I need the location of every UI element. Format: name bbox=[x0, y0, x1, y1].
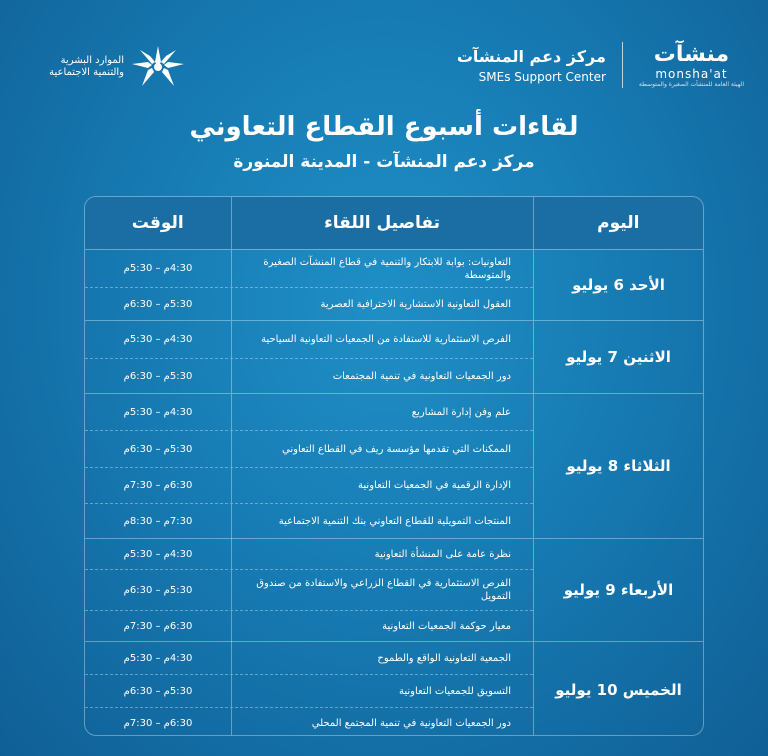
poster bbox=[8, 8, 760, 748]
day-group bbox=[85, 320, 703, 393]
table-row bbox=[85, 394, 533, 430]
session-time: 6:30م – 7:30م bbox=[123, 718, 193, 729]
day-cell: الاثنين 7 يوليو bbox=[533, 321, 703, 393]
day-group bbox=[85, 393, 703, 538]
day-cell: الأربعاء 9 يوليو bbox=[533, 539, 703, 641]
session-title: نظرة عامة على المنشأة التعاونية bbox=[231, 539, 533, 569]
day-cell: الخميس 10 يوليو bbox=[533, 642, 703, 736]
ministry-star-icon bbox=[130, 44, 186, 90]
session-time: 4:30م – 5:30م bbox=[123, 263, 193, 274]
header-divider bbox=[622, 42, 623, 88]
day-group bbox=[85, 641, 703, 736]
table-row bbox=[85, 503, 533, 539]
session-title: الجمعية التعاونية الواقع والطموح bbox=[231, 642, 533, 674]
table-row bbox=[85, 610, 533, 642]
table-row bbox=[85, 707, 533, 736]
center-name-en: SMEs Support Center bbox=[478, 69, 606, 84]
header-bar bbox=[28, 30, 748, 100]
monshaat-branding bbox=[457, 42, 744, 88]
session-time: 5:30م – 6:30م bbox=[123, 370, 193, 382]
header-day: اليوم bbox=[533, 197, 703, 249]
page-title: لقاءات أسبوع القطاع التعاوني bbox=[189, 112, 579, 142]
session-title: معيار حوكمة الجمعيات التعاونية bbox=[231, 611, 533, 642]
session-time: 4:30م – 5:30م bbox=[123, 548, 193, 560]
monshaat-logo bbox=[639, 43, 744, 88]
session-title: المنتجات التمويلية للقطاع التعاوني بنك التنمية الاجتماعية bbox=[231, 504, 533, 539]
session-time: 4:30م – 5:30م bbox=[123, 406, 193, 418]
session-title: العقول التعاونية الاستشارية الاحترافية العصرية bbox=[231, 288, 533, 320]
table-row bbox=[85, 642, 533, 674]
table-row bbox=[85, 287, 533, 320]
session-title: دور الجمعيات التعاونية في تنمية المجتمع المحلي bbox=[231, 708, 533, 736]
session-time: 5:30م – 6:30م bbox=[123, 584, 193, 596]
table-row bbox=[85, 569, 533, 610]
day-cell: الثلاثاء 8 يوليو bbox=[533, 394, 703, 538]
table-row bbox=[85, 539, 533, 569]
session-title: التعاونيات: بوابة للابتكار والتنمية في قطاع المنشآت الصغيرة والمتوسطة bbox=[231, 250, 533, 287]
logo-ar: منشآت bbox=[653, 41, 730, 67]
schedule-table bbox=[84, 196, 704, 736]
day-cell: الأحد 6 يوليو bbox=[533, 250, 703, 320]
header-details: تفاصيل اللقاء bbox=[231, 197, 533, 249]
center-name-ar: مركز دعم المنشآت bbox=[456, 46, 606, 66]
table-row bbox=[85, 358, 533, 393]
session-title: الممكنات التي تقدمها مؤسسة ريف في القطاع التعاوني bbox=[231, 431, 533, 467]
session-title: التسويق للجمعيات التعاونية bbox=[231, 675, 533, 707]
table-header bbox=[85, 197, 703, 249]
logo-en: monsha'at bbox=[655, 66, 728, 81]
session-title: علم وفن إدارة المشاريع bbox=[231, 394, 533, 430]
session-time: 4:30م – 5:30م bbox=[123, 334, 193, 345]
table-row bbox=[85, 321, 533, 358]
session-time: 6:30م – 7:30م bbox=[123, 480, 193, 491]
session-time: 5:30م – 6:30م bbox=[123, 298, 193, 310]
table-row bbox=[85, 467, 533, 503]
table-row bbox=[85, 250, 533, 287]
header-time: الوقت bbox=[131, 213, 184, 233]
session-title: دور الجمعيات التعاونية في تنمية المجتمعات bbox=[231, 359, 533, 393]
day-group bbox=[85, 538, 703, 641]
table-row bbox=[85, 674, 533, 707]
session-time: 6:30م – 7:30م bbox=[123, 621, 193, 632]
logo-sub: الهيئة العامة للمنشآت الصغيرة والمتوسطة bbox=[638, 80, 744, 88]
ministry-name: الموارد البشرية والتنمية الاجتماعية bbox=[49, 55, 124, 78]
session-time: 5:30م – 6:30م bbox=[123, 443, 193, 455]
page-subtitle: مركز دعم المنشآت - المدينة المنورة bbox=[233, 152, 535, 172]
session-time: 4:30م – 5:30م bbox=[123, 652, 193, 664]
session-title: الفرص الاستثمارية في القطاع الزراعي والاستفادة من صندوق التمويل bbox=[231, 570, 533, 610]
session-time: 5:30م – 6:30م bbox=[123, 685, 193, 697]
ministry-logo bbox=[36, 44, 186, 90]
session-title: الإدارة الرقمية في الجمعيات التعاونية bbox=[231, 468, 533, 503]
session-title: الفرص الاستثمارية للاستفادة من الجمعيات التعاونية السياحية bbox=[231, 321, 533, 358]
center-name bbox=[457, 47, 606, 84]
session-time: 7:30م – 8:30م bbox=[123, 516, 193, 527]
day-group bbox=[85, 249, 703, 320]
table-row bbox=[85, 430, 533, 467]
